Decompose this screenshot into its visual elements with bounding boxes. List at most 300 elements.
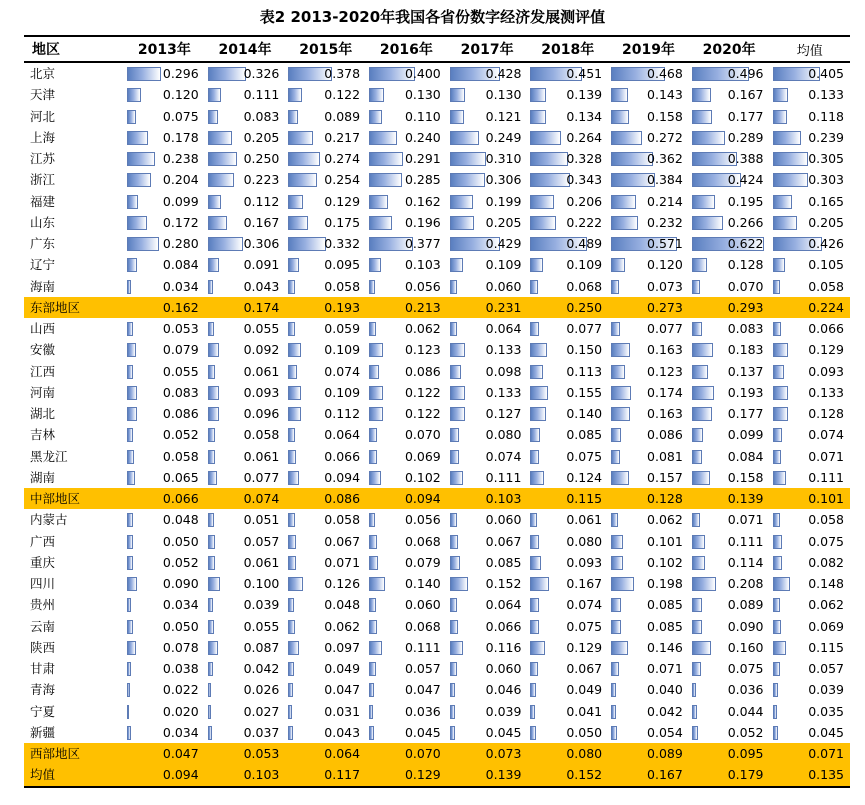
value-cell <box>608 84 689 105</box>
value-cell <box>366 191 447 212</box>
value-cell <box>124 424 205 445</box>
value-cell <box>205 616 286 637</box>
value-label: 0.133 <box>808 384 844 400</box>
value-cell <box>366 361 447 382</box>
value-cell <box>124 764 205 786</box>
data-bar <box>611 556 623 570</box>
data-bar <box>530 726 536 740</box>
value-label: 0.085 <box>647 618 683 634</box>
data-bar <box>450 195 473 209</box>
data-bar <box>530 195 554 209</box>
region-cell: 四川 <box>30 576 56 592</box>
data-bar <box>611 322 620 336</box>
data-bar <box>611 577 634 591</box>
data-bar <box>773 705 777 719</box>
value-cell <box>689 84 770 105</box>
data-bar <box>208 216 227 230</box>
value-cell <box>285 84 366 105</box>
value-cell <box>770 84 851 105</box>
value-cell <box>366 424 447 445</box>
data-bar <box>530 450 539 464</box>
value-label: 0.174 <box>243 299 280 315</box>
summary-row <box>24 743 850 764</box>
data-bar <box>530 598 539 612</box>
value-label: 0.122 <box>404 406 441 421</box>
value-cell <box>447 573 528 594</box>
value-label: 0.118 <box>808 108 844 124</box>
data-bar <box>288 726 293 740</box>
value-cell <box>366 509 447 530</box>
data-bar <box>369 258 381 272</box>
value-cell <box>689 764 770 786</box>
value-cell <box>527 701 608 722</box>
region-cell: 西部地区 <box>24 743 124 764</box>
value-label: 0.075 <box>566 448 603 464</box>
value-label: 0.291 <box>404 151 441 166</box>
value-cell <box>689 446 770 467</box>
value-label: 0.133 <box>485 384 522 400</box>
data-bar <box>692 683 696 697</box>
value-label: 0.157 <box>647 469 683 485</box>
value-label: 0.090 <box>162 576 199 591</box>
data-bar <box>369 450 377 464</box>
value-label: 0.111 <box>485 469 522 485</box>
region-cell: 黑龙江 <box>30 448 68 464</box>
value-cell <box>366 679 447 700</box>
value-cell <box>124 191 205 212</box>
value-cell <box>689 722 770 743</box>
value-label: 0.429 <box>485 236 522 251</box>
value-label: 0.303 <box>808 172 844 188</box>
data-bar <box>611 450 620 464</box>
value-cell <box>770 573 851 594</box>
value-label: 0.101 <box>808 491 844 506</box>
data-bar <box>773 598 780 612</box>
value-label: 0.223 <box>243 172 280 188</box>
value-label: 0.208 <box>727 576 764 591</box>
value-label: 0.280 <box>162 236 199 251</box>
value-cell <box>124 658 205 679</box>
value-label: 0.055 <box>162 363 199 379</box>
data-bar <box>692 216 723 230</box>
value-cell <box>527 233 608 254</box>
value-label: 0.054 <box>647 724 683 740</box>
value-cell <box>527 552 608 573</box>
value-label: 0.067 <box>324 533 361 549</box>
value-cell <box>447 446 528 467</box>
value-cell <box>608 509 689 530</box>
value-label: 0.231 <box>485 299 522 315</box>
data-bar <box>208 641 218 655</box>
value-cell <box>124 318 205 339</box>
value-label: 0.140 <box>404 576 441 591</box>
value-label: 0.103 <box>243 767 280 783</box>
value-cell <box>689 62 770 84</box>
data-bar <box>530 280 538 294</box>
data-bar <box>369 343 383 357</box>
data-bar <box>530 577 549 591</box>
value-label: 0.086 <box>404 363 441 379</box>
value-label: 0.066 <box>162 491 199 506</box>
data-bar <box>611 88 628 102</box>
value-label: 0.075 <box>162 108 199 124</box>
data-bar <box>530 386 548 400</box>
data-bar <box>369 216 392 230</box>
value-cell <box>447 148 528 169</box>
value-cell <box>205 403 286 424</box>
value-cell <box>689 594 770 615</box>
value-label: 0.047 <box>404 682 441 698</box>
value-cell <box>366 764 447 786</box>
data-bar <box>127 471 135 485</box>
value-label: 0.069 <box>404 448 441 464</box>
value-cell <box>447 106 528 127</box>
value-label: 0.047 <box>162 746 199 761</box>
value-cell <box>366 339 447 360</box>
data-bar <box>611 386 631 400</box>
value-cell <box>366 127 447 148</box>
value-cell <box>205 382 286 403</box>
value-label: 0.080 <box>566 533 603 549</box>
value-label: 0.115 <box>808 639 844 655</box>
value-label: 0.036 <box>727 682 764 698</box>
data-bar <box>692 471 710 485</box>
value-cell <box>770 403 851 424</box>
data-bar <box>692 343 713 357</box>
value-label: 0.061 <box>243 448 280 464</box>
value-cell <box>205 764 286 786</box>
data-bar <box>773 662 780 676</box>
value-cell <box>285 446 366 467</box>
data-bar <box>369 322 376 336</box>
value-label: 0.061 <box>243 363 280 379</box>
region-cell: 浙江 <box>30 172 56 188</box>
data-bar <box>369 386 383 400</box>
region-cell: 江西 <box>30 363 56 379</box>
value-label: 0.222 <box>566 214 603 230</box>
data-bar <box>530 662 538 676</box>
data-bar <box>450 577 468 591</box>
data-bar <box>692 641 711 655</box>
value-cell <box>366 62 447 84</box>
value-cell <box>770 212 851 233</box>
data-bar <box>450 683 455 697</box>
value-label: 0.080 <box>566 746 603 761</box>
value-label: 0.042 <box>243 661 280 676</box>
value-label: 0.213 <box>404 299 441 315</box>
value-cell <box>770 233 851 254</box>
value-cell <box>205 637 286 658</box>
value-label: 0.124 <box>566 469 603 485</box>
column-header-2016: 2016年 <box>366 36 447 62</box>
value-label: 0.071 <box>324 554 361 570</box>
value-cell <box>447 531 528 552</box>
value-label: 0.129 <box>808 342 844 358</box>
data-bar <box>369 705 373 719</box>
value-label: 0.045 <box>808 724 844 740</box>
value-cell <box>447 616 528 637</box>
value-cell <box>689 191 770 212</box>
value-cell <box>770 509 851 530</box>
value-cell <box>608 361 689 382</box>
data-bar <box>369 556 378 570</box>
value-cell <box>124 701 205 722</box>
value-label: 0.111 <box>404 639 441 655</box>
value-cell <box>205 361 286 382</box>
value-label: 0.177 <box>727 108 764 124</box>
value-label: 0.092 <box>243 342 280 358</box>
value-cell <box>124 276 205 297</box>
value-label: 0.232 <box>647 214 683 230</box>
value-label: 0.052 <box>727 724 764 740</box>
data-bar <box>208 513 214 527</box>
value-label: 0.111 <box>727 533 764 549</box>
value-label: 0.113 <box>566 363 603 379</box>
value-label: 0.122 <box>324 87 361 103</box>
data-bar <box>288 343 301 357</box>
value-label: 0.050 <box>566 724 603 740</box>
data-bar <box>692 110 712 124</box>
value-cell <box>447 701 528 722</box>
data-bar <box>127 726 131 740</box>
value-cell <box>285 297 366 318</box>
value-label: 0.264 <box>566 129 603 145</box>
data-bar <box>288 173 317 187</box>
value-label: 0.066 <box>324 448 361 464</box>
value-cell <box>608 488 689 509</box>
data-bar <box>773 343 788 357</box>
data-bar <box>369 598 376 612</box>
value-cell <box>608 106 689 127</box>
value-cell <box>124 62 205 84</box>
value-cell <box>285 148 366 169</box>
value-cell <box>527 488 608 509</box>
data-bar <box>611 683 616 697</box>
data-bar <box>208 131 232 145</box>
data-bar <box>208 471 217 485</box>
data-bar <box>692 428 703 442</box>
value-cell <box>205 701 286 722</box>
data-bar <box>127 237 159 251</box>
region-cell: 宁夏 <box>30 703 56 719</box>
table-row <box>24 424 850 445</box>
table-row <box>24 148 850 169</box>
column-header-2019: 2019年 <box>608 36 689 62</box>
value-label: 0.074 <box>243 491 280 506</box>
region-cell: 山西 <box>30 321 56 337</box>
value-cell <box>447 509 528 530</box>
value-cell <box>205 743 286 764</box>
data-bar <box>611 343 630 357</box>
data-bar <box>127 131 148 145</box>
data-bar <box>450 152 486 166</box>
data-bar <box>450 598 457 612</box>
value-label: 0.084 <box>162 257 199 273</box>
value-label: 0.074 <box>324 363 361 379</box>
data-bar <box>208 237 243 251</box>
value-label: 0.306 <box>485 172 522 188</box>
value-cell <box>285 382 366 403</box>
data-bar <box>288 535 296 549</box>
value-cell <box>689 658 770 679</box>
value-label: 0.039 <box>243 597 280 613</box>
value-label: 0.027 <box>243 703 280 719</box>
value-cell <box>205 594 286 615</box>
value-label: 0.086 <box>324 491 361 506</box>
value-cell <box>205 297 286 318</box>
data-bar <box>530 683 536 697</box>
value-cell <box>205 467 286 488</box>
value-label: 0.062 <box>647 512 683 528</box>
data-bar <box>208 195 221 209</box>
value-cell <box>689 701 770 722</box>
data-bar <box>127 173 151 187</box>
data-bar <box>530 365 543 379</box>
value-cell <box>366 446 447 467</box>
value-cell <box>447 658 528 679</box>
region-cell: 江苏 <box>30 151 56 167</box>
value-cell <box>285 637 366 658</box>
data-bar <box>611 195 636 209</box>
data-bar <box>288 110 298 124</box>
data-bar <box>369 110 382 124</box>
data-bar <box>208 556 215 570</box>
value-label: 0.069 <box>808 618 844 634</box>
value-cell <box>447 84 528 105</box>
value-cell <box>205 679 286 700</box>
value-cell <box>608 382 689 403</box>
value-label: 0.204 <box>162 172 199 188</box>
value-label: 0.098 <box>485 363 522 379</box>
value-cell <box>366 573 447 594</box>
region-cell: 广东 <box>30 236 56 252</box>
value-label: 0.084 <box>727 448 764 464</box>
data-bar <box>127 577 137 591</box>
value-cell <box>608 764 689 786</box>
value-label: 0.071 <box>647 661 683 676</box>
value-label: 0.068 <box>404 533 441 549</box>
value-cell <box>366 701 447 722</box>
value-cell <box>527 403 608 424</box>
value-cell <box>527 531 608 552</box>
value-label: 0.240 <box>404 129 441 145</box>
value-label: 0.044 <box>727 703 764 719</box>
table-row <box>24 509 850 530</box>
region-cell: 湖南 <box>30 469 56 485</box>
data-bar <box>369 641 382 655</box>
value-label: 0.110 <box>404 108 441 124</box>
value-cell <box>205 722 286 743</box>
value-label: 0.103 <box>404 257 441 273</box>
data-bar <box>530 705 535 719</box>
value-cell <box>205 446 286 467</box>
data-bar <box>450 110 464 124</box>
table-row <box>24 169 850 190</box>
data-bar <box>208 110 218 124</box>
value-label: 0.087 <box>243 639 280 655</box>
value-label: 0.053 <box>243 746 280 761</box>
value-cell <box>447 254 528 275</box>
region-cell: 东部地区 <box>24 297 124 318</box>
value-label: 0.111 <box>243 87 280 103</box>
value-cell <box>124 488 205 509</box>
value-cell <box>770 106 851 127</box>
value-cell <box>124 722 205 743</box>
value-label: 0.047 <box>324 682 361 698</box>
value-label: 0.037 <box>243 724 280 740</box>
table-row <box>24 62 850 84</box>
value-cell <box>447 191 528 212</box>
value-cell <box>124 254 205 275</box>
value-label: 0.326 <box>243 66 280 81</box>
data-bar <box>530 131 561 145</box>
data-bar <box>692 662 701 676</box>
value-cell <box>770 488 851 509</box>
table-row <box>24 212 850 233</box>
value-label: 0.060 <box>404 597 441 613</box>
value-label: 0.109 <box>324 384 361 400</box>
value-cell <box>608 318 689 339</box>
value-cell <box>527 658 608 679</box>
value-cell <box>285 764 366 786</box>
value-label: 0.167 <box>243 214 280 230</box>
value-cell <box>124 361 205 382</box>
value-label: 0.172 <box>162 214 199 230</box>
data-bar <box>208 407 219 421</box>
value-cell <box>124 446 205 467</box>
value-cell <box>527 339 608 360</box>
value-cell <box>124 84 205 105</box>
value-cell <box>689 679 770 700</box>
data-bar <box>127 556 133 570</box>
value-cell <box>770 446 851 467</box>
column-header-region: 地区 <box>24 36 124 62</box>
data-bar <box>773 428 782 442</box>
value-label: 0.388 <box>727 151 764 166</box>
data-bar <box>773 88 788 102</box>
value-label: 0.068 <box>566 278 603 294</box>
value-label: 0.097 <box>324 639 361 655</box>
table-row <box>24 106 850 127</box>
value-cell <box>366 616 447 637</box>
value-cell <box>689 403 770 424</box>
value-label: 0.165 <box>808 193 844 209</box>
value-label: 0.163 <box>647 406 683 421</box>
value-label: 0.146 <box>647 639 683 655</box>
value-label: 0.105 <box>808 257 844 273</box>
data-bar <box>692 450 702 464</box>
data-bar <box>288 322 295 336</box>
value-label: 0.040 <box>647 682 683 698</box>
value-label: 0.205 <box>485 214 522 230</box>
data-bar <box>369 683 374 697</box>
value-cell <box>608 467 689 488</box>
value-cell <box>205 488 286 509</box>
value-cell <box>527 212 608 233</box>
value-label: 0.083 <box>727 321 764 336</box>
column-header-2020: 2020年 <box>689 36 770 62</box>
data-bar <box>208 705 211 719</box>
value-cell <box>366 531 447 552</box>
value-label: 0.167 <box>566 576 603 591</box>
value-cell <box>205 84 286 105</box>
data-bar <box>450 131 479 145</box>
data-bar <box>450 386 465 400</box>
value-cell <box>527 594 608 615</box>
value-label: 0.140 <box>566 406 603 421</box>
value-label: 0.183 <box>727 342 764 358</box>
value-label: 0.093 <box>566 554 603 570</box>
